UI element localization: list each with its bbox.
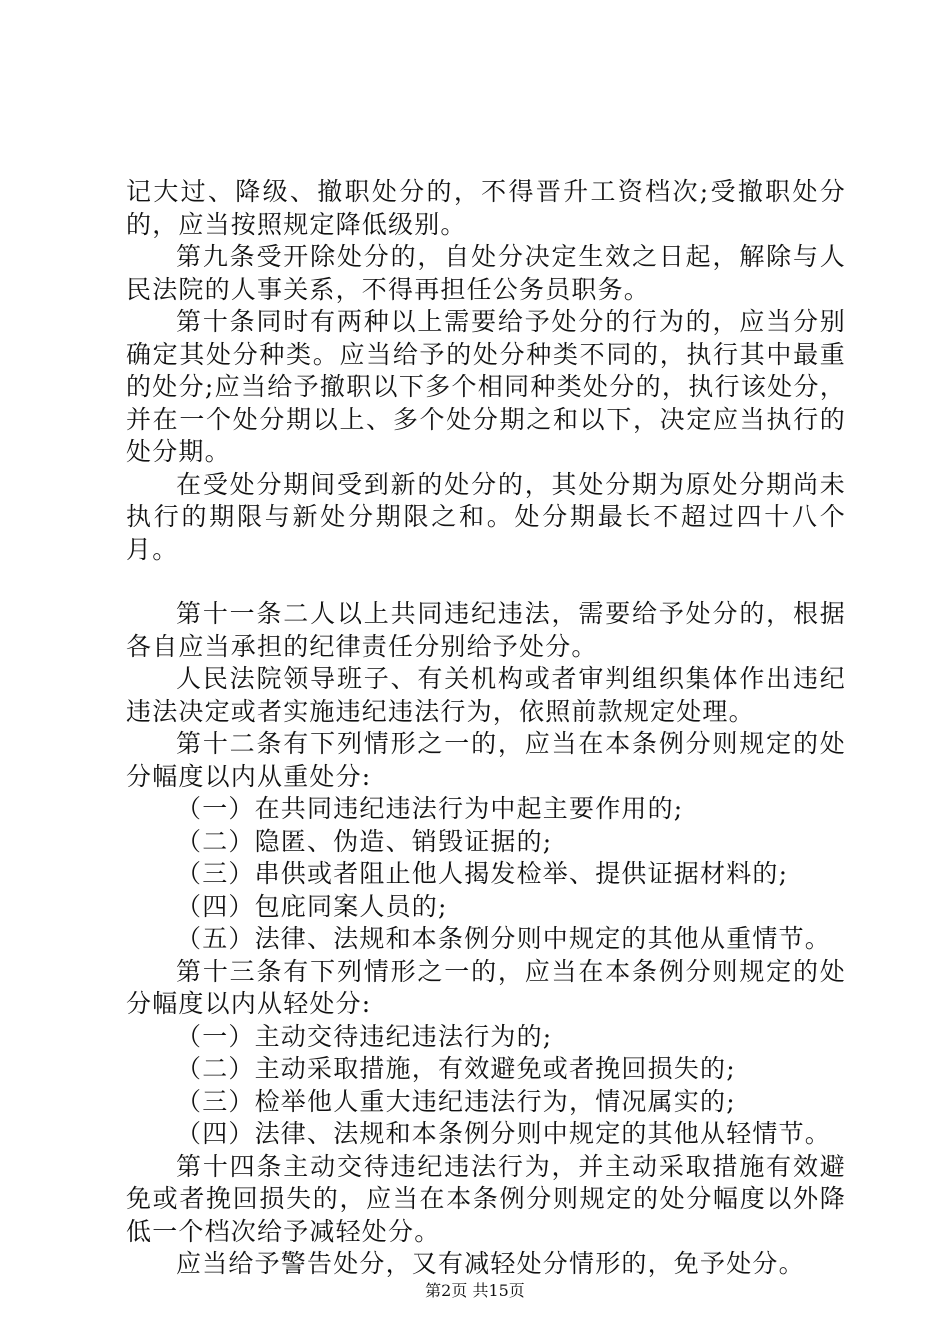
paragraph-article-10: 第十条同时有两种以上需要给予处分的行为的，应当分别确定其处分种类。应当给予的处分种类不同的，执行其中最重的处分;应当给予撤职以下多个相同种类处分的，执行该处分，并在一个处分期以上、多个处分期之和以下，决定应当执行的处分期。 xyxy=(126,307,846,466)
paragraph: 人民法院领导班子、有关机构或者审判组织集体作出违纪违法决定或者实施违纪违法行为，依照前款规定处理。 xyxy=(126,664,846,726)
paragraph-article-14: 第十四条主动交待违纪违法行为，并主动采取措施有效避免或者挽回损失的，应当在本条例分则规定的处分幅度以外降低一个档次给予减轻处分。 xyxy=(126,1151,846,1246)
list-item: （一）在共同违纪违法行为中起主要作用的; xyxy=(176,794,684,823)
blank-line xyxy=(126,566,846,598)
list-item: （三）串供或者阻止他人揭发检举、提供证据材料的; xyxy=(176,859,789,888)
paragraph-article-11: 第十一条二人以上共同违纪违法，需要给予处分的，根据各自应当承担的纪律责任分别给予处分。 xyxy=(126,599,846,661)
paragraph: 应当给予警告处分，又有减轻处分情形的，免予处分。 xyxy=(176,1249,805,1278)
paragraph-article-12: 第十二条有下列情形之一的，应当在本条例分则规定的处分幅度以内从重处分: xyxy=(126,729,846,791)
list-item: （四）包庇同案人员的; xyxy=(176,891,448,921)
paragraph: 在受处分期间受到新的处分的，其处分期为原处分期尚未执行的期限与新处分期限之和。处分期最长不超过四十八个月。 xyxy=(126,469,846,564)
list-item: （四）法律、法规和本条例分则中规定的其他从轻情节。 xyxy=(176,1119,832,1148)
list-item: （五）法律、法规和本条例分则中规定的其他从重情节。 xyxy=(176,924,832,953)
list-item: （三）检举他人重大违纪违法行为，情况属实的; xyxy=(176,1086,736,1116)
list-item: （一）主动交待违纪违法行为的; xyxy=(176,1021,553,1051)
list-item: （二）主动采取措施，有效避免或者挽回损失的; xyxy=(176,1054,736,1083)
page-number-footer: 第2页 共15页 xyxy=(425,1281,525,1300)
paragraph-article-9: 第九条受开除处分的，自处分决定生效之日起，解除与人民法院的人事关系，不得再担任公务员职务。 xyxy=(126,242,846,304)
paragraph-article-13: 第十三条有下列情形之一的，应当在本条例分则规定的处分幅度以内从轻处分: xyxy=(126,956,846,1018)
paragraph: 记大过、降级、撤职处分的，不得晋升工资档次;受撤职处分的，应当按照规定降低级别。 xyxy=(126,177,846,239)
list-item: （二）隐匿、伪造、销毁证据的; xyxy=(176,826,553,856)
document-body xyxy=(126,176,846,1281)
